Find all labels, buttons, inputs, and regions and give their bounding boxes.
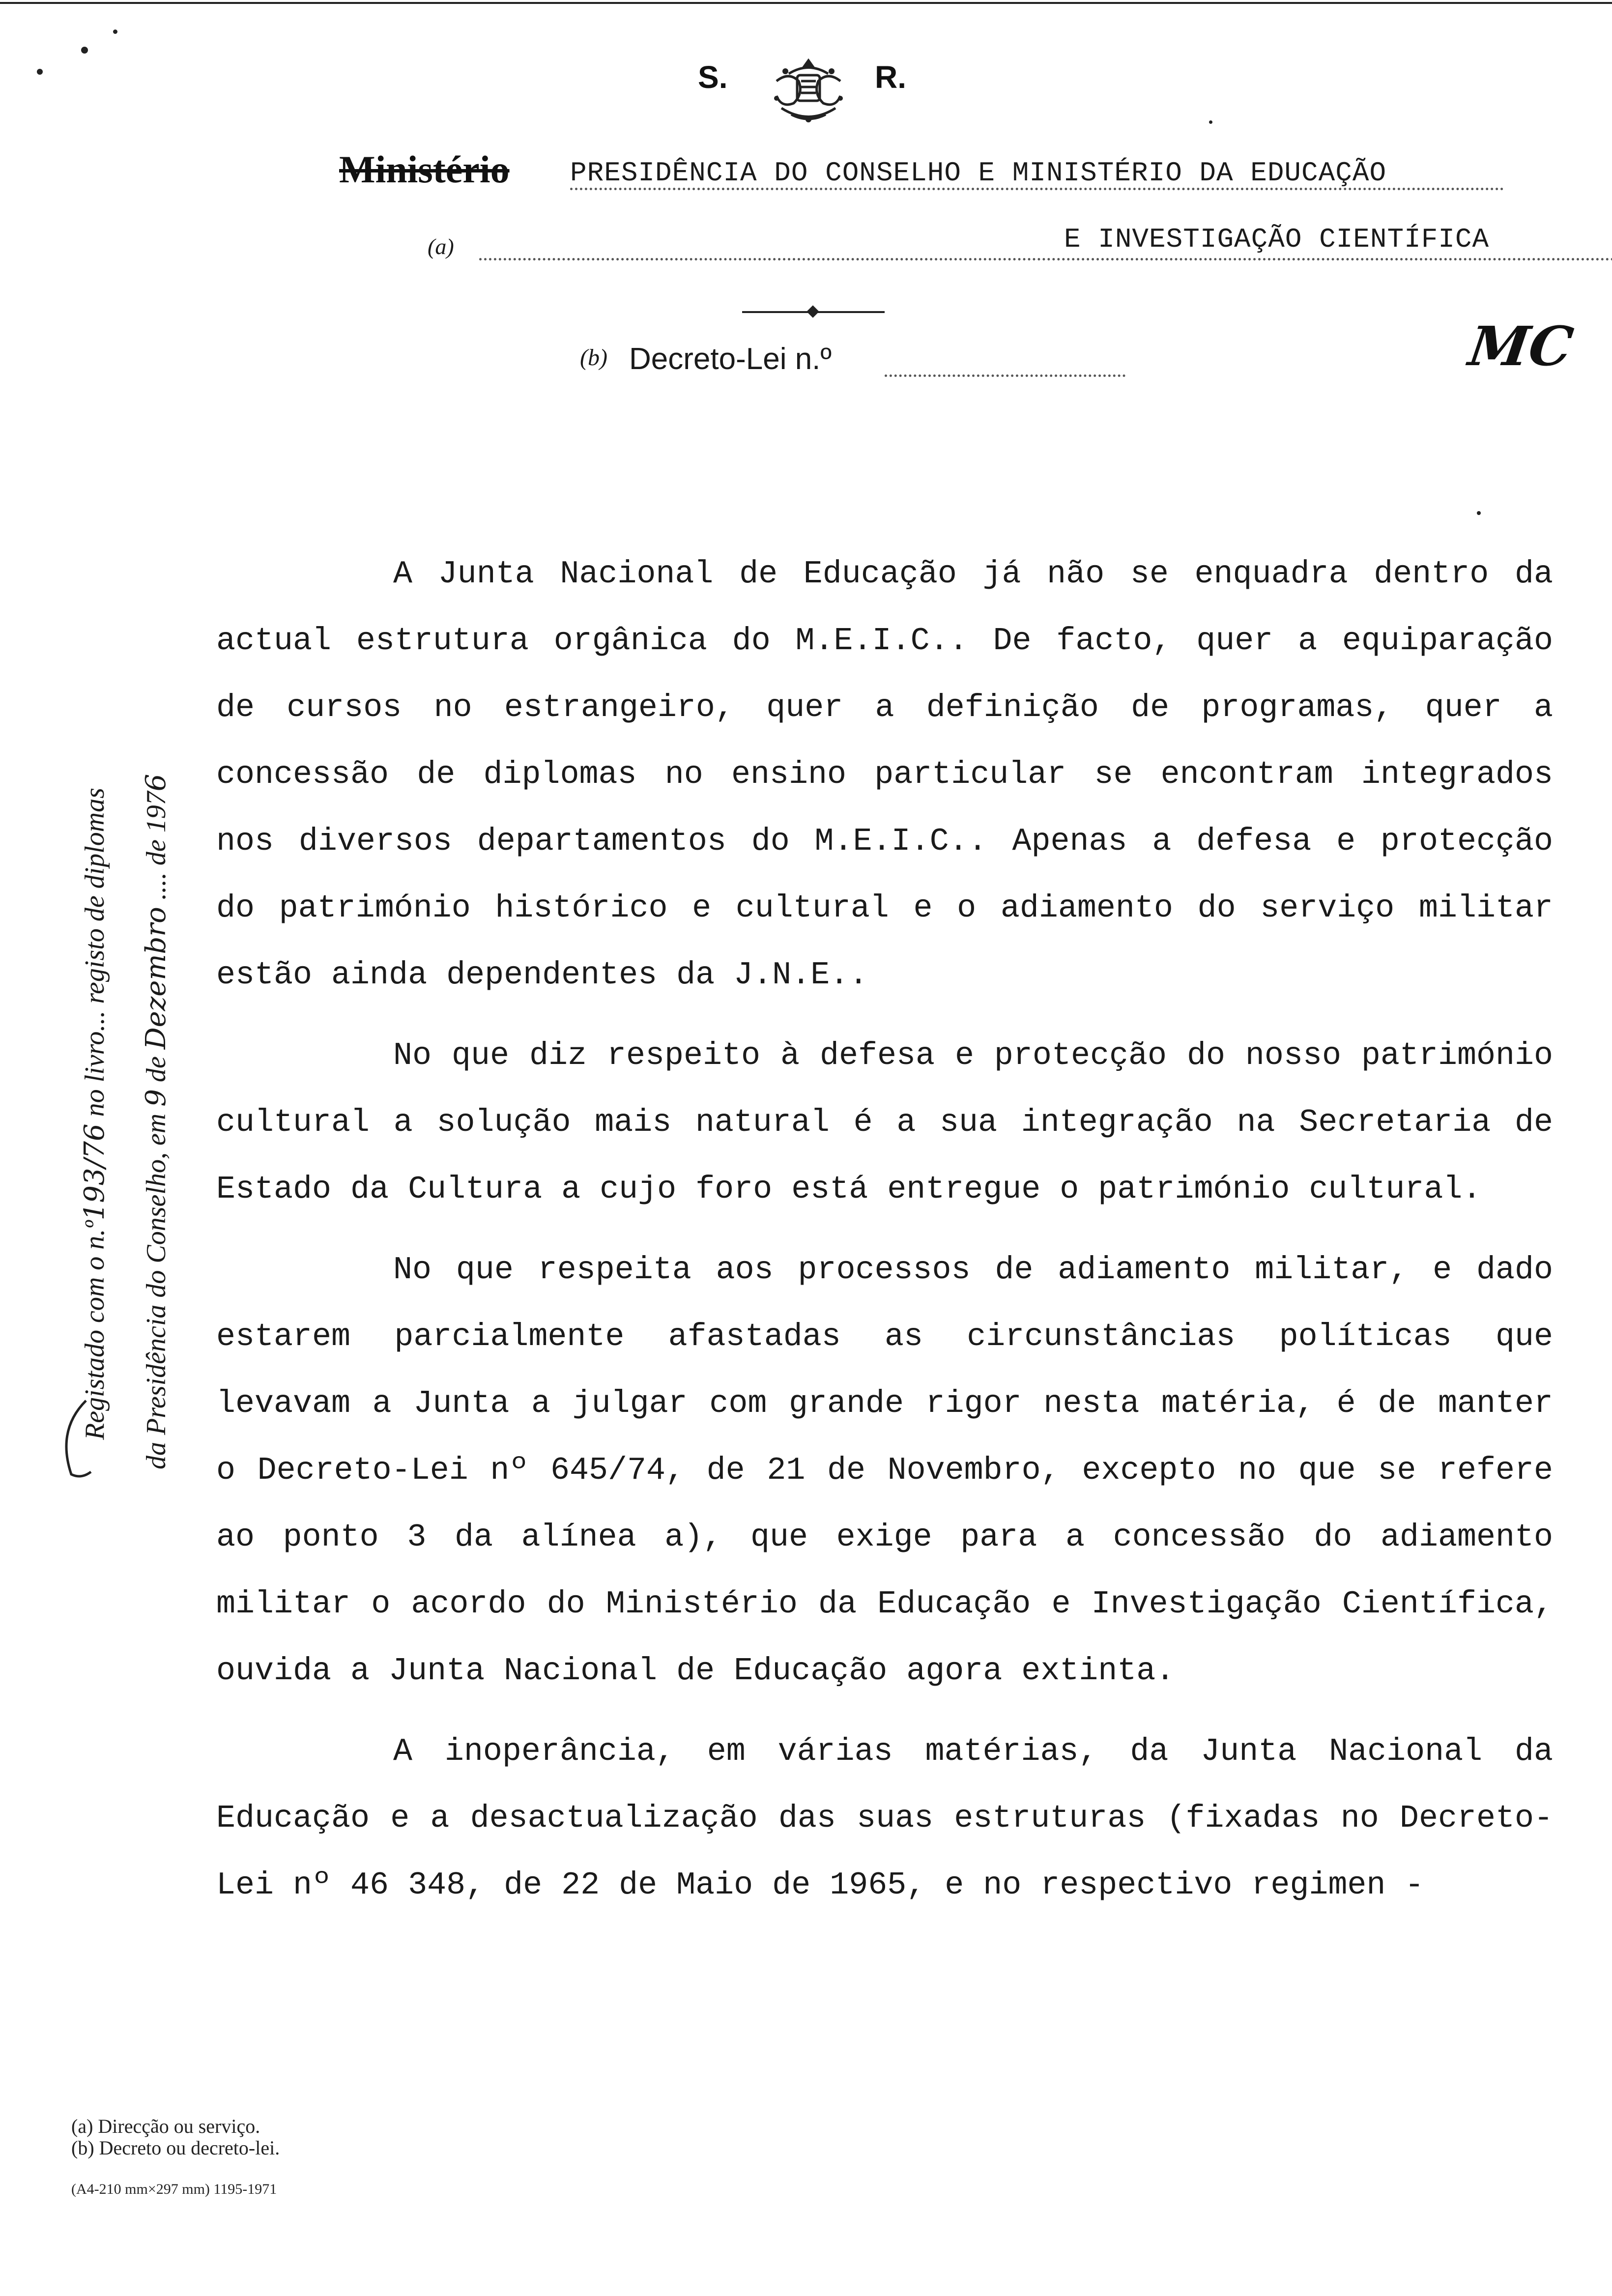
handwritten-initials: MC	[1465, 315, 1577, 378]
margin-number: 193/76	[79, 1123, 111, 1221]
paragraph-4: A inoperância, em várias matérias, da Junta Nacional da Educação e a desactualização das suas estruturas (fixadas no Decreto-Lei nº 46 348, de 22 de Maio de 1965, e no respectivo regimen -	[216, 1733, 1553, 1903]
footnote-b: (b) Decreto ou decreto-lei.	[71, 2137, 280, 2159]
scan-speck	[37, 69, 43, 75]
service-text: E INVESTIGAÇÃO CIENTÍFICA	[1064, 224, 1490, 255]
header-divider	[742, 307, 885, 317]
decree-label: (b)	[580, 344, 607, 371]
service-row	[428, 224, 1607, 278]
sr-right-letter: R.	[875, 59, 906, 95]
ministry-dotted-line	[570, 188, 1504, 190]
ministry-name: PRESIDÊNCIA DO CONSELHO E MINISTÉRIO DA EDUCAÇÃO	[570, 157, 1387, 189]
top-border-line	[0, 2, 1612, 4]
decree-row	[580, 339, 1071, 393]
scan-speck	[81, 47, 88, 54]
ministry-prefix-struck: Ministério	[339, 148, 510, 191]
decree-dotted-line	[885, 374, 1125, 377]
sr-left-letter: S.	[698, 59, 728, 95]
scan-speck	[113, 29, 117, 34]
ministry-row	[339, 147, 1612, 201]
letterhead-sr	[688, 52, 963, 125]
service-dotted-line	[479, 258, 1612, 260]
paper-format-note: (A4-210 mm×297 mm) 1195-1971	[71, 2181, 277, 2197]
margin-month: Dezembro	[140, 907, 172, 1050]
decree-text: Decreto-Lei n.º	[629, 342, 832, 376]
paragraph-3: No que respeita aos processos de adiamento militar, e dado estarem parcialmente afastadas as circunstâncias políticas que levavam a Junta a julgar com grande rigor nesta matéria, é de manter o Decreto-Lei nº 645/74, de 21 de Novembro, excepto no que se refere ao ponto 3 da alínea a), que exige para a concessão do adiamento militar o acordo do Ministério da Educação e Investigação Científica, ouvida a Junta Nacional de Educação agora extinta.	[216, 1252, 1553, 1689]
margin-bracket-mark	[47, 1396, 101, 1484]
document-body	[216, 541, 1553, 1919]
margin-registration-line-1: Registado com o n.º193/76 no livro... registo de diplomas	[79, 787, 111, 1440]
paragraph-2: No que diz respeito à defesa e protecção do nosso património cultural a solução mais natural é a sua integração na Secretaria de Estado da Cultura a cujo foro está entregue o património cultural.	[216, 1037, 1553, 1207]
footnotes	[71, 2116, 661, 2200]
footnote-a: (a) Direcção ou serviço.	[71, 2115, 260, 2137]
margin-year: 6	[140, 774, 172, 792]
scan-speck	[1209, 120, 1212, 124]
paragraph-1: A Junta Nacional de Educação já não se enquadra dentro da actual estrutura orgânica do M.E.I.C.. De facto, quer a equiparação de cursos no estrangeiro, quer a definição de programas, quer a concessão de diplomas no ensino particular se encontram integrados nos diversos departamentos do M.E.I.C.. Apenas a defesa e protecção do património histórico e cultural e o adiamento do serviço militar estão ainda dependentes da J.N.E..	[216, 556, 1553, 993]
margin-registration-line-2: da Presidência do Conselho, em 9 de Dezembro .... de 1976	[140, 774, 172, 1469]
service-label: (a)	[428, 234, 454, 259]
scan-speck	[1477, 511, 1481, 515]
margin-day: 9	[140, 1089, 172, 1107]
coat-of-arms-icon	[762, 52, 855, 125]
